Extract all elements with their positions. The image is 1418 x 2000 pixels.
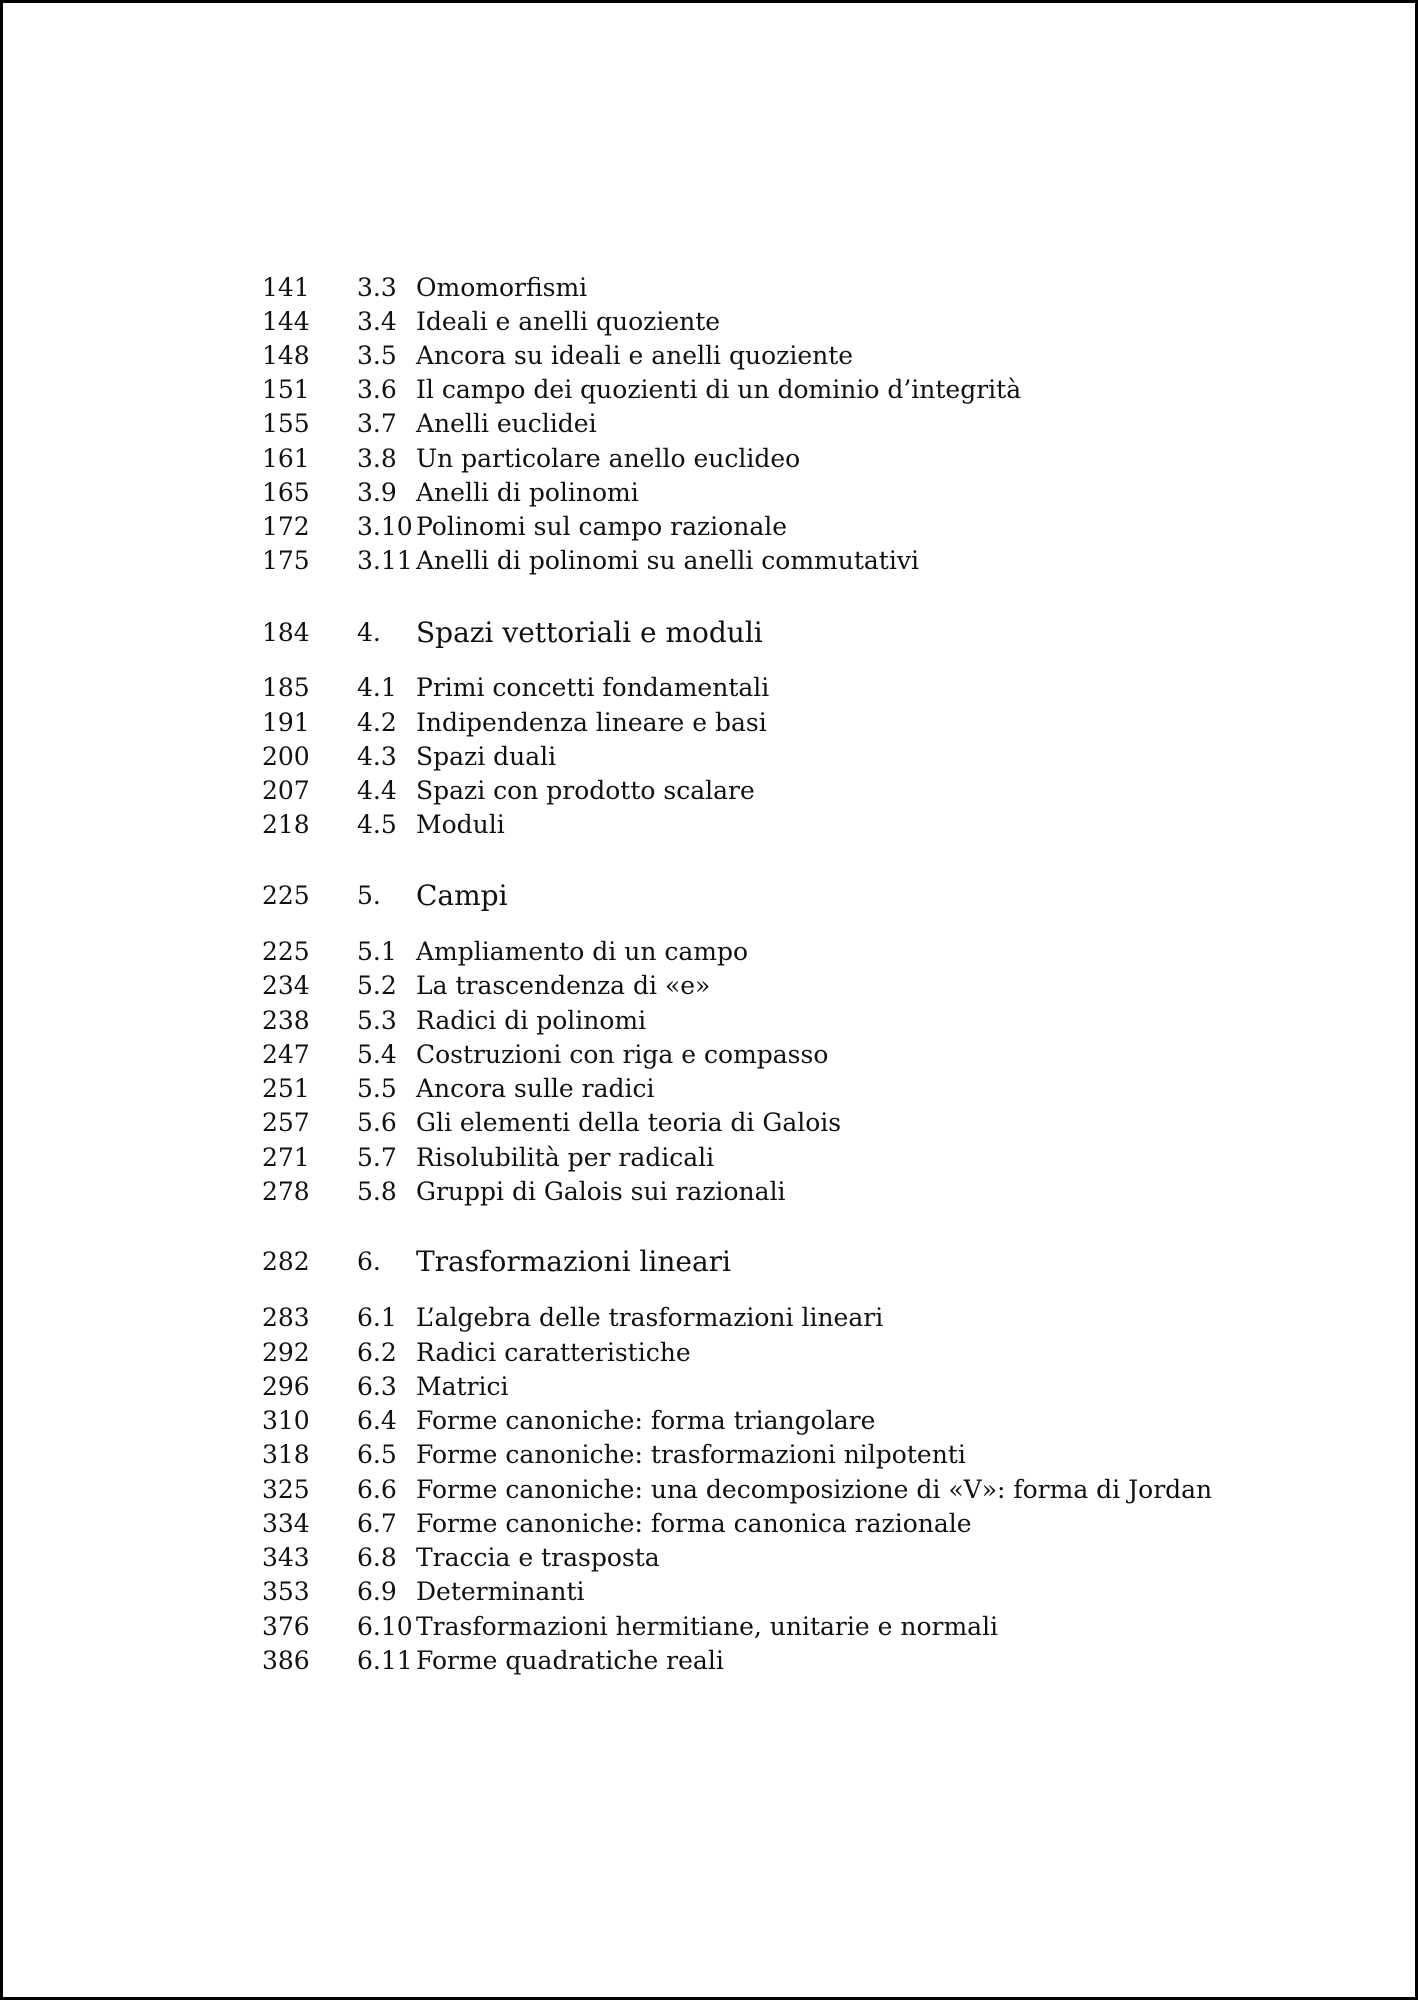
toc-page-number: 343 (262, 1543, 310, 1572)
toc-section-number: 5.1 (357, 937, 397, 966)
toc-page-number: 161 (262, 444, 310, 473)
toc-section-title: Polinomi sul campo razionale (416, 512, 788, 541)
toc-page-number: 200 (262, 742, 310, 771)
toc-section-title: Forme canoniche: trasformazioni nilpotenti (416, 1440, 966, 1469)
toc-section-title: Moduli (416, 810, 505, 839)
toc-section-title: Anelli di polinomi (416, 478, 639, 507)
toc-chapter-number: 5. (357, 881, 381, 910)
toc-section-title: Omomorfismi (416, 273, 588, 302)
toc-chapter-title: Campi (416, 879, 508, 912)
toc-page-number: 376 (262, 1612, 310, 1641)
toc-page-number: 184 (262, 618, 310, 647)
toc-section-title: Matrici (416, 1372, 509, 1401)
toc-page-number: 191 (262, 708, 310, 737)
toc-page-number: 325 (262, 1475, 310, 1504)
toc-section-number: 5.6 (357, 1108, 397, 1137)
toc-section-number: 6.2 (357, 1338, 397, 1367)
toc-section-title: Forme canoniche: una decomposizione di «V»: forma di Jordan (416, 1475, 1213, 1504)
toc-section-title: Forme canoniche: forma canonica razionale (416, 1509, 972, 1538)
toc-section-number: 3.10 (357, 512, 413, 541)
toc-section-number: 6.4 (357, 1406, 397, 1435)
toc-section-title: Indipendenza lineare e basi (416, 708, 767, 737)
toc-section-title: Spazi con prodotto scalare (416, 776, 755, 805)
toc-page-number: 238 (262, 1006, 310, 1035)
toc-page-number: 251 (262, 1074, 310, 1103)
toc-section-title: Ancora sulle radici (416, 1074, 655, 1103)
toc-page-number: 234 (262, 971, 310, 1000)
toc-section-title: Radici caratteristiche (416, 1338, 691, 1367)
toc-section-number: 3.11 (357, 546, 413, 575)
toc-page-number: 283 (262, 1303, 310, 1332)
toc-page-number: 271 (262, 1143, 310, 1172)
toc-chapter-title: Trasformazioni lineari (416, 1245, 731, 1278)
toc-page-number: 155 (262, 409, 310, 438)
toc-section-title: Ideali e anelli quoziente (416, 307, 721, 336)
toc-section-number: 4.3 (357, 742, 397, 771)
toc-page-number: 334 (262, 1509, 310, 1538)
toc-page-number: 247 (262, 1040, 310, 1069)
toc-section-title: Un particolare anello euclideo (416, 444, 801, 473)
toc-page-number: 207 (262, 776, 310, 805)
toc-section-number: 6.10 (357, 1612, 413, 1641)
toc-chapter-number: 4. (357, 618, 381, 647)
toc-section-title: Spazi duali (416, 742, 557, 771)
toc-section-title: Anelli euclidei (416, 409, 597, 438)
toc-chapter-number: 6. (357, 1247, 381, 1276)
toc-section-title: Determinanti (416, 1577, 585, 1606)
toc-section-number: 5.4 (357, 1040, 397, 1069)
toc-section-number: 6.1 (357, 1303, 397, 1332)
toc-section-title: L’algebra delle trasformazioni lineari (416, 1303, 884, 1332)
toc-page-number: 310 (262, 1406, 310, 1435)
toc-section-number: 3.9 (357, 478, 397, 507)
toc-section-number: 6.7 (357, 1509, 397, 1538)
toc-page-number: 141 (262, 273, 310, 302)
toc-section-title: Il campo dei quozienti di un dominio d’integrità (416, 375, 1022, 404)
toc-page-number: 144 (262, 307, 310, 336)
toc-section-title: La trascendenza di «e» (416, 971, 711, 1000)
toc-section-number: 5.2 (357, 971, 397, 1000)
toc-section-number: 3.6 (357, 375, 397, 404)
toc-section-number: 6.5 (357, 1440, 397, 1469)
toc-page-number: 225 (262, 937, 310, 966)
toc-section-number: 3.4 (357, 307, 397, 336)
toc-section-title: Risolubilità per radicali (416, 1143, 715, 1172)
toc-section-title: Forme quadratiche reali (416, 1646, 724, 1675)
toc-section-number: 4.4 (357, 776, 397, 805)
toc-section-title: Costruzioni con riga e compasso (416, 1040, 829, 1069)
toc-page-number: 292 (262, 1338, 310, 1367)
toc-section-number: 3.3 (357, 273, 397, 302)
toc-section-title: Primi concetti fondamentali (416, 673, 770, 702)
toc-section-number: 6.11 (357, 1646, 413, 1675)
toc-page-number: 278 (262, 1177, 310, 1206)
toc-section-number: 3.5 (357, 341, 397, 370)
toc-page-number: 225 (262, 881, 310, 910)
toc-page-number: 257 (262, 1108, 310, 1137)
toc-page-number: 282 (262, 1247, 310, 1276)
toc-section-number: 5.3 (357, 1006, 397, 1035)
toc-section-title: Ampliamento di un campo (416, 937, 749, 966)
toc-page-number: 185 (262, 673, 310, 702)
toc-page-number: 148 (262, 341, 310, 370)
toc-section-number: 3.7 (357, 409, 397, 438)
toc-section-number: 6.6 (357, 1475, 397, 1504)
toc-section-number: 6.9 (357, 1577, 397, 1606)
toc-section-number: 4.5 (357, 810, 397, 839)
toc-page-number: 353 (262, 1577, 310, 1606)
toc-section-title: Anelli di polinomi su anelli commutativi (416, 546, 919, 575)
toc-section-number: 5.7 (357, 1143, 397, 1172)
toc-section-number: 5.8 (357, 1177, 397, 1206)
toc-chapter-title: Spazi vettoriali e moduli (416, 616, 763, 649)
toc-page-number: 218 (262, 810, 310, 839)
toc-page-number: 175 (262, 546, 310, 575)
toc-section-number: 6.3 (357, 1372, 397, 1401)
toc-section-number: 6.8 (357, 1543, 397, 1572)
toc-section-title: Gruppi di Galois sui razionali (416, 1177, 786, 1206)
toc-section-title: Radici di polinomi (416, 1006, 647, 1035)
toc-page-number: 165 (262, 478, 310, 507)
toc-section-title: Trasformazioni hermitiane, unitarie e normali (416, 1612, 999, 1641)
toc-section-title: Ancora su ideali e anelli quoziente (416, 341, 854, 370)
toc-section-title: Gli elementi della teoria di Galois (416, 1108, 842, 1137)
toc-page-number: 172 (262, 512, 310, 541)
toc-section-number: 3.8 (357, 444, 397, 473)
toc-page-number: 386 (262, 1646, 310, 1675)
toc-section-title: Forme canoniche: forma triangolare (416, 1406, 876, 1435)
toc-page-number: 296 (262, 1372, 310, 1401)
toc-section-number: 4.2 (357, 708, 397, 737)
toc-section-number: 4.1 (357, 673, 397, 702)
toc-page-number: 151 (262, 375, 310, 404)
toc-section-title: Traccia e trasposta (416, 1543, 660, 1572)
toc-page-number: 318 (262, 1440, 310, 1469)
toc-section-number: 5.5 (357, 1074, 397, 1103)
